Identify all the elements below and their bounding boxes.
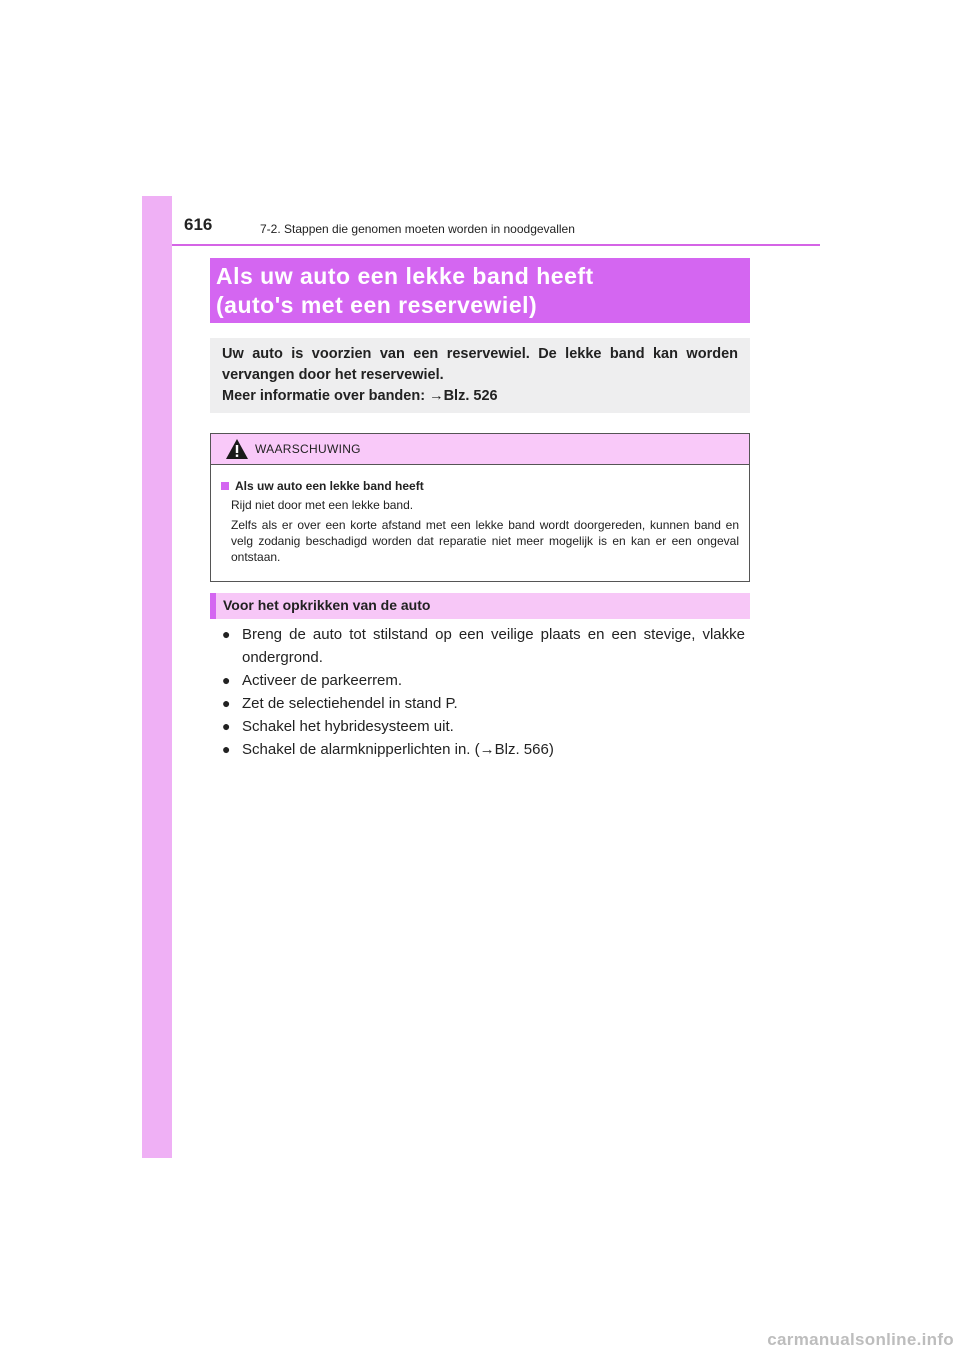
watermark: carmanualsonline.info	[767, 1330, 954, 1349]
warning-item-title-text: Als uw auto een lekke band heeft	[235, 479, 424, 493]
page-title	[210, 258, 750, 323]
list-item	[222, 669, 745, 692]
warning-label: WAARSCHUWING	[255, 442, 361, 456]
bullet-dot-icon: ●	[222, 718, 231, 734]
list-item	[222, 692, 745, 715]
intro-line-2: vervangen door het reservewiel.	[222, 367, 444, 383]
bullet-dot-icon: ●	[222, 741, 231, 757]
list-item-text: Zet de selectiehendel in stand P.	[242, 695, 458, 712]
warning-box	[210, 433, 750, 582]
bullet-dot-icon: ●	[222, 626, 231, 642]
warning-triangle-icon	[225, 438, 249, 460]
warning-paragraph-2: Zelfs als er over een korte afstand met een lekke band wordt doorgereden, kunnen band en velg zodanig beschadigd worden dat reparatie niet meer mogelijk is en kan er een ongeval ontstaan.	[231, 518, 739, 564]
intro-box	[210, 338, 750, 413]
section-header: 7-2. Stappen die genomen moeten worden in noodgevallen	[260, 222, 575, 236]
bullet-list	[222, 623, 745, 761]
warning-header	[211, 434, 749, 465]
list-item-text: Schakel het hybridesysteem uit.	[242, 718, 454, 735]
side-tab-strip	[142, 196, 172, 1158]
list-item-text: Breng de auto tot stilstand op een veilige plaats en een stevige, vlakke ondergrond.	[242, 626, 745, 666]
header-rule	[172, 244, 820, 246]
title-line-1: Als uw auto een lekke band heeft	[216, 263, 594, 289]
page-number: 616	[184, 215, 213, 234]
intro-line-3: Meer informatie over banden: →Blz. 526	[222, 388, 498, 404]
list-item-text: Schakel de alarmknipperlichten in. (→Blz. 566)	[242, 741, 554, 758]
list-item	[222, 715, 745, 738]
warning-item-title	[221, 478, 739, 494]
square-bullet-icon	[221, 482, 229, 490]
bullet-dot-icon: ●	[222, 695, 231, 711]
list-item	[222, 623, 745, 669]
warning-paragraph-1: Rijd niet door met een lekke band.	[231, 498, 414, 512]
list-item-text: Activeer de parkeerrem.	[242, 672, 403, 689]
warning-body	[211, 465, 749, 565]
list-item	[222, 738, 745, 761]
intro-line-1: Uw auto is voorzien van een reservewiel. De lekke band kan worden	[222, 346, 738, 362]
bullet-dot-icon: ●	[222, 672, 231, 688]
subheading: Voor het opkrikken van de auto	[210, 593, 750, 619]
title-line-2: (auto's met een reservewiel)	[216, 292, 538, 318]
